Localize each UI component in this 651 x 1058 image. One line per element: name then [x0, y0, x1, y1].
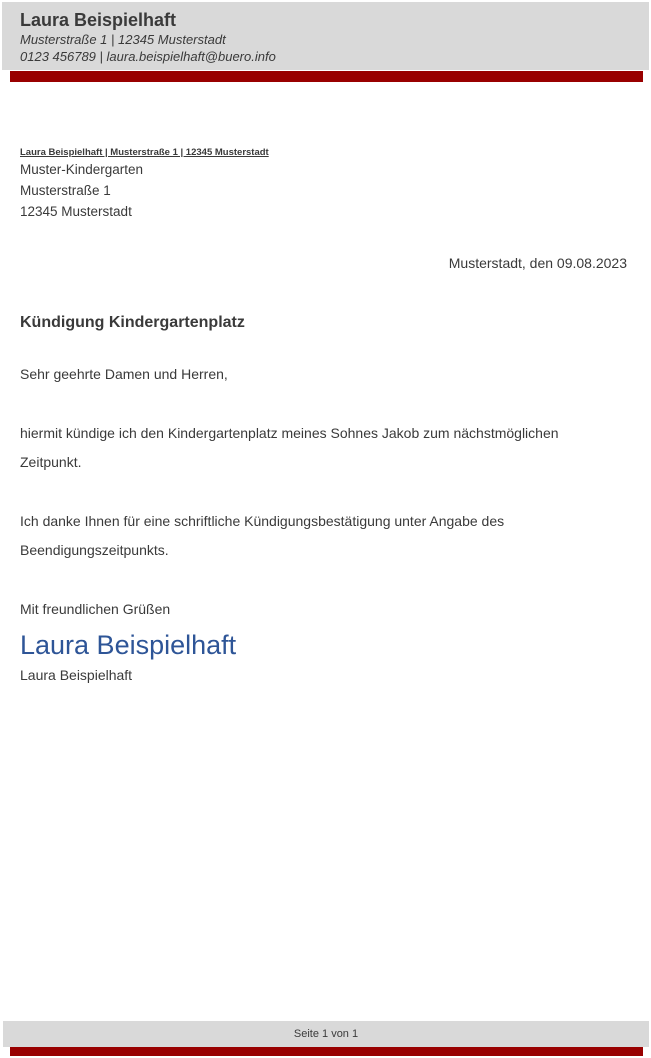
page-footer	[3, 1021, 649, 1047]
closing-phrase: Mit freundlichen Grüßen	[20, 601, 171, 617]
body-paragraph: Ich danke Ihnen für eine schriftliche Kündigungsbestätigung unter Angabe des Beendigungszeitpunkts.	[20, 513, 505, 558]
letter-subject: Kündigung Kindergartenplatz	[20, 314, 245, 331]
printed-name: Laura Beispielhaft	[20, 667, 133, 683]
header-accent-bar	[10, 71, 643, 82]
recipient-street: Musterstraße 1	[20, 183, 111, 198]
return-address-line: Laura Beispielhaft | Musterstraße 1 | 12345 Musterstadt	[20, 147, 269, 158]
recipient-city: 12345 Musterstadt	[20, 204, 132, 219]
letterhead	[2, 2, 649, 70]
salutation: Sehr geehrte Damen und Herren,	[20, 366, 228, 382]
signature: Laura Beispielhaft	[20, 630, 237, 660]
header-address: Musterstraße 1 | 12345 Musterstadt	[20, 32, 226, 47]
header-sender-name: Laura Beispielhaft	[20, 10, 177, 30]
letter-date: Musterstadt, den 09.08.2023	[448, 255, 627, 271]
body-paragraph: hiermit kündige ich den Kindergartenplatz meines Sohnes Jakob zum nächstmöglichen Zeitpunkt.	[20, 425, 559, 470]
footer-accent-bar	[10, 1047, 643, 1056]
page-number: Seite 1 von 1	[293, 1028, 359, 1040]
header-contact: 0123 456789 | laura.beispielhaft@buero.info	[20, 49, 276, 64]
recipient-name: Muster-Kindergarten	[20, 162, 144, 177]
